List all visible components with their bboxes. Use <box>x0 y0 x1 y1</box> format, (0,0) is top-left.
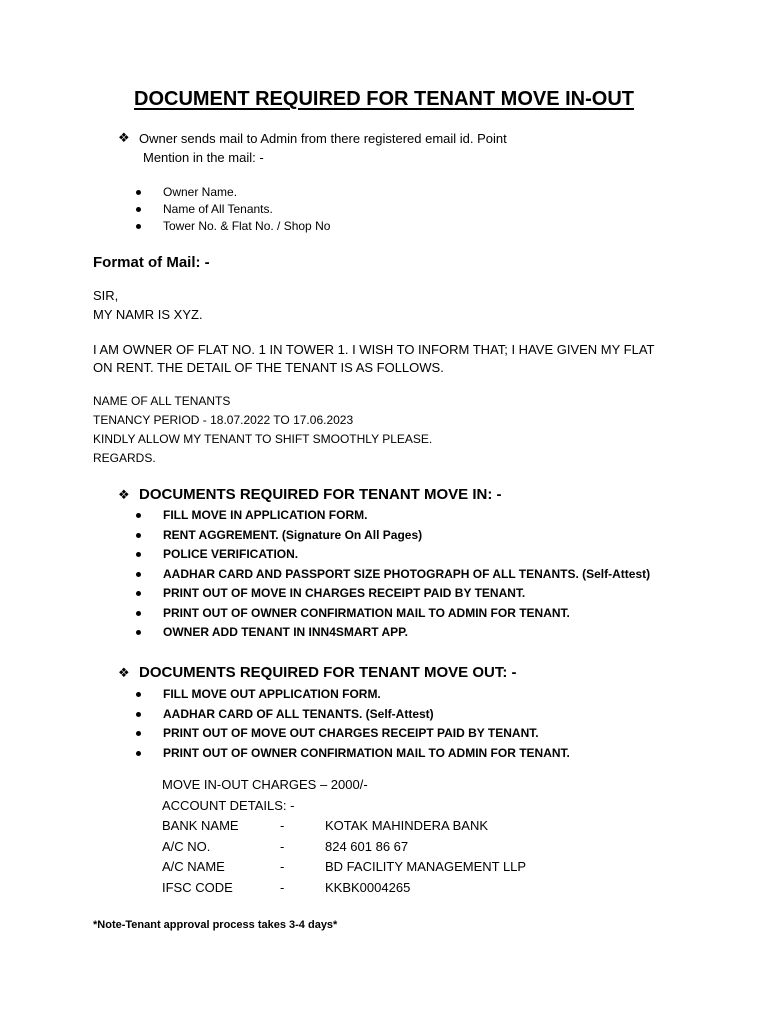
account-label: A/C NAME <box>162 859 225 874</box>
account-value: BD FACILITY MANAGEMENT LLP <box>325 859 527 874</box>
mail-body-line-1: I AM OWNER OF FLAT NO. 1 IN TOWER 1. I WISH TO INFORM THAT; I HAVE GIVEN MY FLAT <box>93 342 655 357</box>
move-in-list <box>136 506 650 643</box>
mail-name-line: MY NAMR IS XYZ. <box>93 307 203 322</box>
mail-body-line-2: ON RENT. THE DETAIL OF THE TENANT IS AS FOLLOWS. <box>93 360 444 375</box>
list-item: AADHAR CARD OF ALL TENANTS. (Self-Attest) <box>136 705 570 725</box>
list-item: PRINT OUT OF OWNER CONFIRMATION MAIL TO ADMIN FOR TENANT. <box>136 604 650 624</box>
account-separator: - <box>280 818 285 833</box>
list-item: PRINT OUT OF MOVE IN CHARGES RECEIPT PAID BY TENANT. <box>136 584 650 604</box>
account-row-ifsc <box>162 878 662 898</box>
list-item: Name of All Tenants. <box>136 201 330 218</box>
mail-tenant-names: NAME OF ALL TENANTS <box>93 394 231 408</box>
account-value: 824 601 86 67 <box>325 839 409 854</box>
list-item: AADHAR CARD AND PASSPORT SIZE PHOTOGRAPH OF ALL TENANTS. (Self-Attest) <box>136 565 650 585</box>
account-separator: - <box>280 859 285 874</box>
move-charges-line: MOVE IN-OUT CHARGES – 2000/- <box>162 777 368 792</box>
move-out-heading: DOCUMENTS REQUIRED FOR TENANT MOVE OUT: - <box>139 664 517 681</box>
account-row-ac-no <box>162 837 662 857</box>
account-separator: - <box>280 839 285 854</box>
list-item: PRINT OUT OF OWNER CONFIRMATION MAIL TO ADMIN FOR TENANT. <box>136 744 570 764</box>
account-separator: - <box>280 880 285 895</box>
move-in-heading: DOCUMENTS REQUIRED FOR TENANT MOVE IN: - <box>139 486 502 503</box>
account-label: A/C NO. <box>162 839 211 854</box>
intro-line-2: Mention in the mail: - <box>143 150 264 165</box>
intro-list <box>136 184 330 235</box>
mail-regards: REGARDS. <box>93 451 156 465</box>
list-item: FILL MOVE IN APPLICATION FORM. <box>136 506 650 526</box>
diamond-bullet-icon: ❖ <box>118 665 130 680</box>
mail-tenancy-period: TENANCY PERIOD - 18.07.2022 TO 17.06.2023 <box>93 413 354 427</box>
intro-line-1: Owner sends mail to Admin from there registered email id. Point <box>139 131 507 146</box>
list-item: PRINT OUT OF MOVE OUT CHARGES RECEIPT PAID BY TENANT. <box>136 724 570 744</box>
move-out-list <box>136 685 570 763</box>
mail-allow-line: KINDLY ALLOW MY TENANT TO SHIFT SMOOTHLY PLEASE. <box>93 432 433 446</box>
account-label: IFSC CODE <box>162 880 233 895</box>
list-item: Tower No. & Flat No. / Shop No <box>136 218 330 235</box>
list-item: RENT AGGREMENT. (Signature On All Pages) <box>136 526 650 546</box>
account-value: KKBK0004265 <box>325 880 411 895</box>
list-item: Owner Name. <box>136 184 330 201</box>
account-value: KOTAK MAHINDERA BANK <box>325 818 489 833</box>
list-item: FILL MOVE OUT APPLICATION FORM. <box>136 685 570 705</box>
diamond-bullet-icon: ❖ <box>118 130 130 145</box>
account-label: BANK NAME <box>162 818 239 833</box>
list-item: OWNER ADD TENANT IN INN4SMART APP. <box>136 623 650 643</box>
mail-salutation: SIR, <box>93 288 119 303</box>
format-heading: Format of Mail: - <box>93 254 210 271</box>
page-title: DOCUMENT REQUIRED FOR TENANT MOVE IN-OUT <box>134 88 634 110</box>
approval-note: *Note-Tenant approval process takes 3-4 days* <box>93 919 338 931</box>
account-row-ac-name <box>162 857 662 877</box>
account-row-bank-name <box>162 816 662 836</box>
list-item: POLICE VERIFICATION. <box>136 545 650 565</box>
diamond-bullet-icon: ❖ <box>118 487 130 502</box>
account-details-heading: ACCOUNT DETAILS: - <box>162 798 295 813</box>
